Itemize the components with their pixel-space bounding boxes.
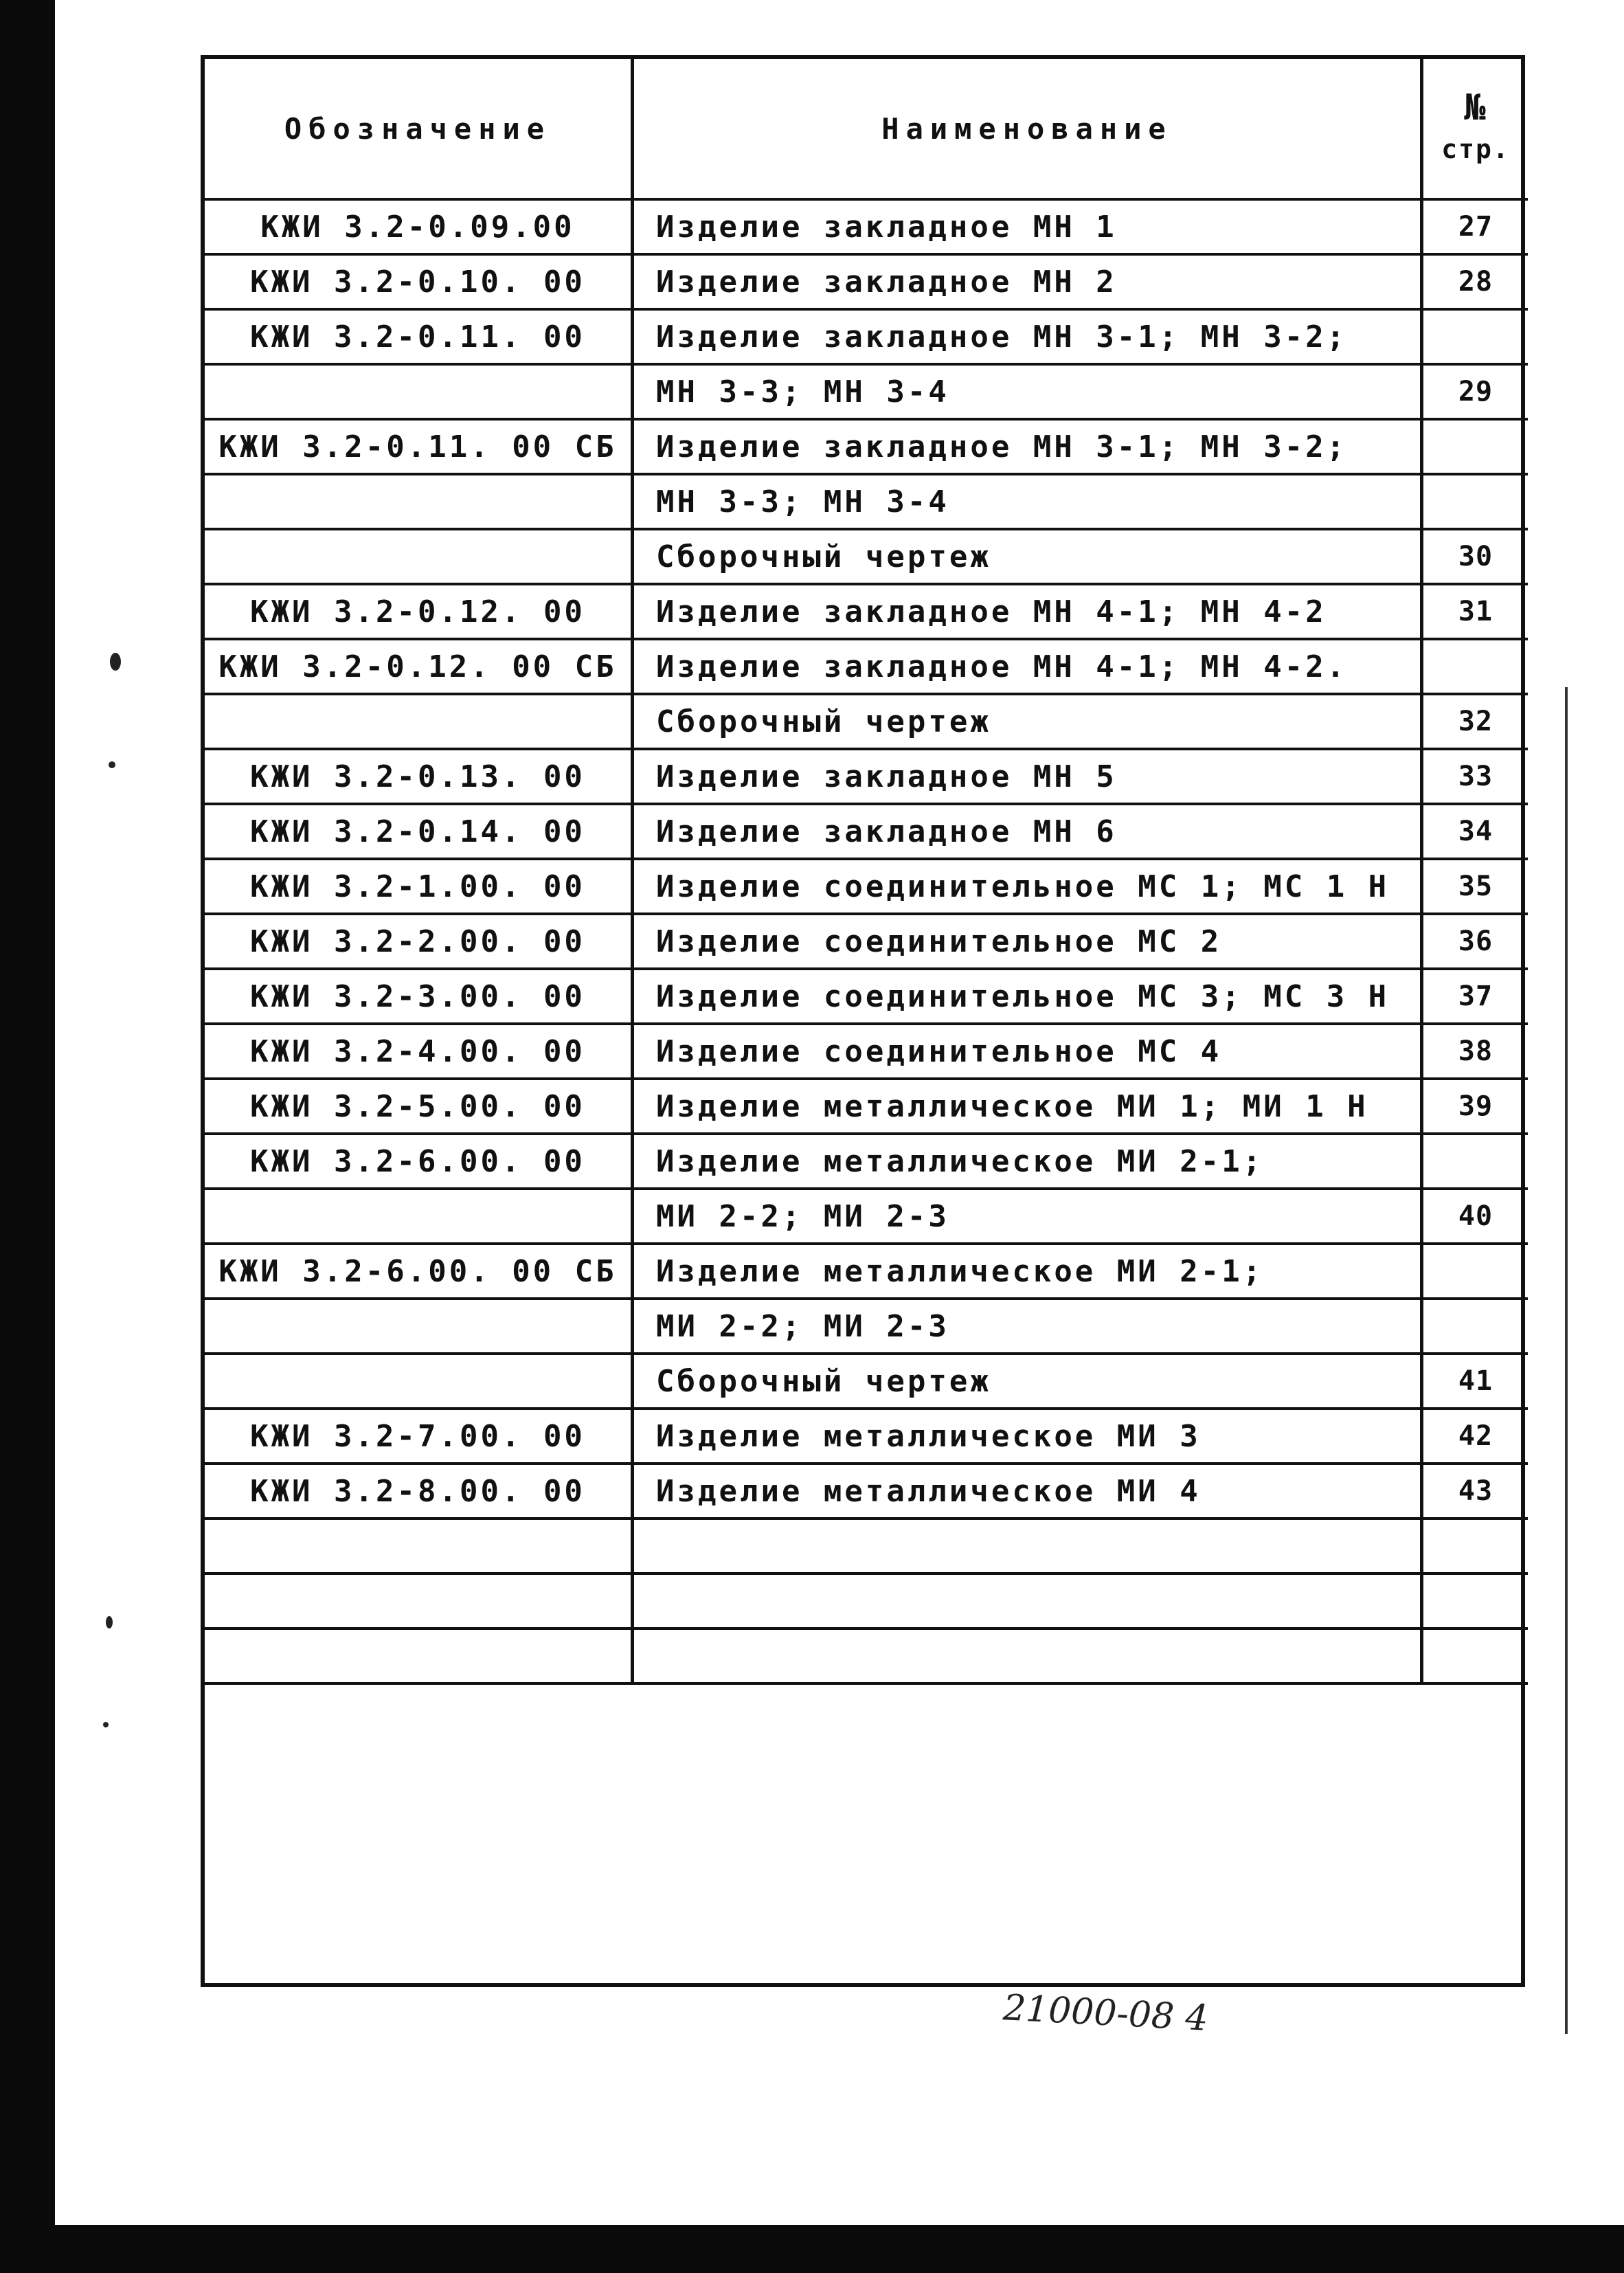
- row-name: Сборочный чертеж: [633, 529, 1422, 584]
- row-code: КЖИ 3.2-5.00. 00: [205, 1079, 633, 1134]
- row-page: 29: [1422, 364, 1529, 419]
- row-page: [1422, 309, 1529, 364]
- scan-edge-left: [0, 0, 55, 2273]
- row-name: Изделие соединительное МС 3; МС 3 Н: [633, 969, 1422, 1024]
- row-code: КЖИ 3.2-0.12. 00: [205, 584, 633, 639]
- row-page: 43: [1422, 1464, 1529, 1519]
- scan-speck: [106, 1616, 113, 1628]
- row-page-empty: [1422, 1519, 1529, 1574]
- row-name: Изделие закладное МН 3-1; МН 3-2;: [633, 309, 1422, 364]
- table-row-empty: [205, 1628, 1528, 1683]
- row-page: [1422, 1134, 1529, 1189]
- row-name: Изделие соединительное МС 1; МС 1 Н: [633, 859, 1422, 914]
- row-name-empty: [633, 1519, 1422, 1574]
- row-name: Изделие металлическое МИ 1; МИ 1 Н: [633, 1079, 1422, 1134]
- row-code: [205, 694, 633, 749]
- table-row: [205, 364, 1528, 419]
- table-row: [205, 969, 1528, 1024]
- row-page: [1422, 474, 1529, 529]
- row-code-empty: [205, 1574, 633, 1628]
- contents-table-frame: [201, 55, 1525, 1987]
- handwritten-note: 21000-08 4: [1002, 1987, 1210, 2039]
- table-row: [205, 474, 1528, 529]
- row-code: КЖИ 3.2-7.00. 00: [205, 1409, 633, 1464]
- row-name: МН 3-3; МН 3-4: [633, 474, 1422, 529]
- scan-speck: [103, 1722, 109, 1727]
- table-row: [205, 804, 1528, 859]
- row-code: [205, 364, 633, 419]
- contents-table: [205, 59, 1528, 1685]
- table-row: [205, 1244, 1528, 1299]
- row-page: [1422, 1299, 1529, 1354]
- row-page: 38: [1422, 1024, 1529, 1079]
- row-page: 32: [1422, 694, 1529, 749]
- table-row: [205, 1024, 1528, 1079]
- table-row: [205, 199, 1528, 254]
- row-name: Изделие металлическое МИ 2-1;: [633, 1134, 1422, 1189]
- row-page: 37: [1422, 969, 1529, 1024]
- row-page: [1422, 639, 1529, 694]
- row-page: 42: [1422, 1409, 1529, 1464]
- row-code: КЖИ 3.2-0.11. 00: [205, 309, 633, 364]
- table-row: [205, 1079, 1528, 1134]
- row-name: Изделие закладное МН 6: [633, 804, 1422, 859]
- row-name: Изделие металлическое МИ 4: [633, 1464, 1422, 1519]
- header-page-number-sign: №: [1464, 87, 1487, 128]
- header-designation: Обозначение: [205, 59, 633, 199]
- row-code: [205, 529, 633, 584]
- row-name-empty: [633, 1628, 1422, 1683]
- table-row-empty: [205, 1519, 1528, 1574]
- row-page-empty: [1422, 1628, 1529, 1683]
- table-row: [205, 859, 1528, 914]
- table-row: [205, 1134, 1528, 1189]
- row-code: КЖИ 3.2-0.14. 00: [205, 804, 633, 859]
- row-page: 28: [1422, 254, 1529, 309]
- row-name: МН 3-3; МН 3-4: [633, 364, 1422, 419]
- row-page: 40: [1422, 1189, 1529, 1244]
- row-code: КЖИ 3.2-6.00. 00 СБ: [205, 1244, 633, 1299]
- row-page: 41: [1422, 1354, 1529, 1409]
- header-page: [1422, 59, 1529, 199]
- row-code-empty: [205, 1628, 633, 1683]
- row-code: КЖИ 3.2-2.00. 00: [205, 914, 633, 969]
- scan-speck: [110, 653, 121, 671]
- row-code: [205, 474, 633, 529]
- table-row: [205, 639, 1528, 694]
- row-name: Изделие закладное МН 5: [633, 749, 1422, 804]
- row-name: МИ 2-2; МИ 2-3: [633, 1189, 1422, 1244]
- table-row: [205, 1409, 1528, 1464]
- table-row: [205, 694, 1528, 749]
- row-name: Сборочный чертеж: [633, 694, 1422, 749]
- row-name: Сборочный чертеж: [633, 1354, 1422, 1409]
- table-row: [205, 749, 1528, 804]
- row-name: Изделие закладное МН 1: [633, 199, 1422, 254]
- table-header-row: [205, 59, 1528, 199]
- row-name: Изделие закладное МН 4-1; МН 4-2: [633, 584, 1422, 639]
- header-page-label: стр.: [1441, 134, 1510, 164]
- row-code-empty: [205, 1519, 633, 1574]
- table-row: [205, 1299, 1528, 1354]
- row-code: КЖИ 3.2-6.00. 00: [205, 1134, 633, 1189]
- row-page: 36: [1422, 914, 1529, 969]
- row-name: Изделие соединительное МС 2: [633, 914, 1422, 969]
- table-row: [205, 1464, 1528, 1519]
- row-code: КЖИ 3.2-0.12. 00 СБ: [205, 639, 633, 694]
- row-page: 33: [1422, 749, 1529, 804]
- row-code: [205, 1189, 633, 1244]
- row-page: 27: [1422, 199, 1529, 254]
- row-page: 30: [1422, 529, 1529, 584]
- row-code: КЖИ 3.2-8.00. 00: [205, 1464, 633, 1519]
- table-row: [205, 309, 1528, 364]
- row-name: Изделие закладное МН 3-1; МН 3-2;: [633, 419, 1422, 474]
- table-row-empty: [205, 1574, 1528, 1628]
- row-page: 31: [1422, 584, 1529, 639]
- row-name: Изделие закладное МН 2: [633, 254, 1422, 309]
- row-page: [1422, 419, 1529, 474]
- row-name: Изделие металлическое МИ 2-1;: [633, 1244, 1422, 1299]
- row-code: [205, 1299, 633, 1354]
- row-page: 35: [1422, 859, 1529, 914]
- table-row: [205, 1189, 1528, 1244]
- header-name: Наименование: [633, 59, 1422, 199]
- row-page: 34: [1422, 804, 1529, 859]
- row-code: КЖИ 3.2-3.00. 00: [205, 969, 633, 1024]
- row-page: [1422, 1244, 1529, 1299]
- row-code: КЖИ 3.2-1.00. 00: [205, 859, 633, 914]
- scan-edge-bottom: [0, 2225, 1624, 2273]
- margin-rule: [1565, 687, 1568, 2034]
- row-page: 39: [1422, 1079, 1529, 1134]
- row-code: КЖИ 3.2-0.09.00: [205, 199, 633, 254]
- table-row: [205, 584, 1528, 639]
- row-code: КЖИ 3.2-0.10. 00: [205, 254, 633, 309]
- scan-speck: [109, 761, 115, 768]
- row-name: Изделие закладное МН 4-1; МН 4-2.: [633, 639, 1422, 694]
- table-row: [205, 914, 1528, 969]
- row-code: КЖИ 3.2-4.00. 00: [205, 1024, 633, 1079]
- row-name: МИ 2-2; МИ 2-3: [633, 1299, 1422, 1354]
- row-page-empty: [1422, 1574, 1529, 1628]
- row-name: Изделие металлическое МИ 3: [633, 1409, 1422, 1464]
- table-row: [205, 419, 1528, 474]
- row-name-empty: [633, 1574, 1422, 1628]
- table-row: [205, 254, 1528, 309]
- table-row: [205, 529, 1528, 584]
- row-code: [205, 1354, 633, 1409]
- row-code: КЖИ 3.2-0.11. 00 СБ: [205, 419, 633, 474]
- row-code: КЖИ 3.2-0.13. 00: [205, 749, 633, 804]
- row-name: Изделие соединительное МС 4: [633, 1024, 1422, 1079]
- table-row: [205, 1354, 1528, 1409]
